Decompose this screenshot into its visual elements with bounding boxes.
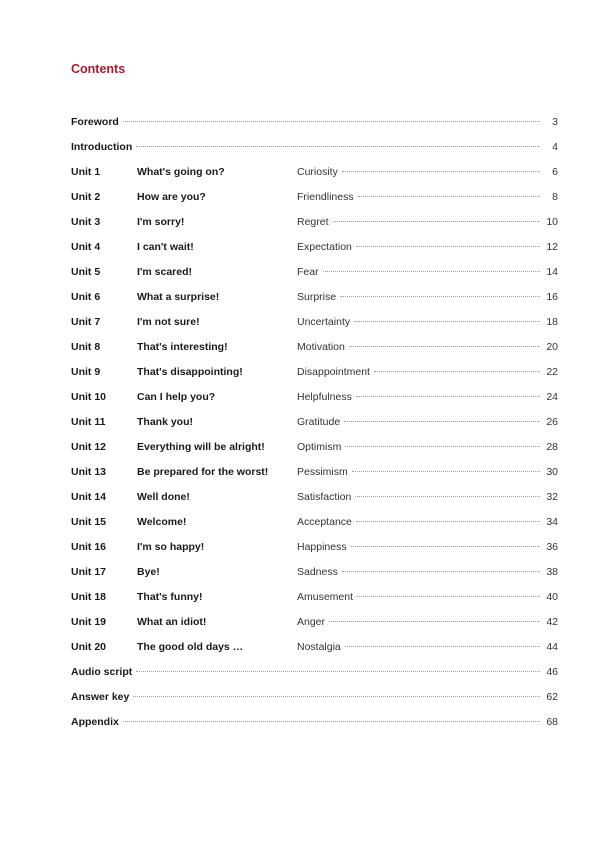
unit-topic: Friendliness [297, 191, 354, 203]
unit-topic: Happiness [297, 541, 347, 553]
unit-number: Unit 19 [71, 616, 107, 628]
unit-topic: Amusement [297, 591, 354, 603]
dotted-leader [123, 721, 540, 722]
unit-topic: Gratitude [297, 416, 341, 428]
table-of-contents [71, 110, 558, 735]
toc-entry-unit-2[interactable] [71, 185, 558, 210]
toc-entry-unit-7[interactable] [71, 310, 558, 335]
page-number: 68 [546, 716, 558, 728]
unit-number: Unit 11 [71, 416, 106, 428]
page-number: 14 [546, 266, 558, 278]
toc-entry-unit-17[interactable] [71, 560, 558, 585]
unit-number: Unit 12 [71, 441, 107, 453]
entry-label: Introduction [71, 141, 133, 153]
unit-number: Unit 9 [71, 366, 101, 378]
page-number: 24 [546, 391, 558, 403]
page-number: 32 [546, 491, 558, 503]
unit-title: Be prepared for the worst! [137, 466, 269, 478]
unit-title: I can't wait! [137, 241, 194, 253]
page-number: 62 [546, 691, 558, 703]
page-number: 3 [552, 116, 558, 128]
toc-entry-unit-14[interactable] [71, 485, 558, 510]
unit-number: Unit 13 [71, 466, 107, 478]
unit-title: What an idiot! [137, 616, 207, 628]
dotted-leader [333, 221, 540, 222]
unit-topic: Regret [297, 216, 329, 228]
page-number: 34 [546, 516, 558, 528]
toc-entry-unit-11[interactable] [71, 410, 558, 435]
unit-number: Unit 17 [71, 566, 107, 578]
toc-entry-unit-8[interactable] [71, 335, 558, 360]
dotted-leader [344, 421, 540, 422]
dotted-leader [354, 321, 540, 322]
page-number: 22 [546, 366, 558, 378]
entry-label: Foreword [71, 116, 119, 128]
toc-entry-introduction[interactable] [71, 135, 558, 160]
toc-entry-unit-15[interactable] [71, 510, 558, 535]
dotted-leader [356, 396, 540, 397]
contents-heading: Contents [71, 62, 126, 76]
unit-topic: Uncertainty [297, 316, 351, 328]
toc-entry-unit-19[interactable] [71, 610, 558, 635]
page-number: 28 [546, 441, 558, 453]
unit-number: Unit 3 [71, 216, 101, 228]
dotted-leader [123, 121, 540, 122]
unit-topic: Curiosity [297, 166, 338, 178]
unit-topic: Helpfulness [297, 391, 352, 403]
entry-label: Appendix [71, 716, 119, 728]
unit-title: The good old days … [137, 641, 244, 653]
unit-number: Unit 20 [71, 641, 107, 653]
dotted-leader [356, 246, 540, 247]
toc-entry-unit-12[interactable] [71, 435, 558, 460]
unit-title: Welcome! [137, 516, 187, 528]
toc-entry-answer-key[interactable] [71, 685, 558, 710]
page-number: 30 [546, 466, 558, 478]
dotted-leader [345, 446, 540, 447]
page-number: 12 [546, 241, 558, 253]
unit-title: I'm not sure! [137, 316, 200, 328]
page-number: 8 [552, 191, 558, 203]
unit-number: Unit 7 [71, 316, 101, 328]
dotted-leader [374, 371, 540, 372]
unit-title: I'm sorry! [137, 216, 185, 228]
toc-entry-unit-5[interactable] [71, 260, 558, 285]
unit-title: I'm so happy! [137, 541, 205, 553]
page-number: 16 [546, 291, 558, 303]
toc-entry-unit-3[interactable] [71, 210, 558, 235]
dotted-leader [329, 621, 540, 622]
dotted-leader [356, 521, 540, 522]
toc-entry-unit-16[interactable] [71, 535, 558, 560]
dotted-leader [342, 171, 540, 172]
unit-topic: Nostalgia [297, 641, 341, 653]
page-number: 20 [546, 341, 558, 353]
entry-label: Audio script [71, 666, 133, 678]
unit-number: Unit 8 [71, 341, 101, 353]
page-number: 18 [546, 316, 558, 328]
dotted-leader [345, 646, 540, 647]
entry-label: Answer key [71, 691, 130, 703]
unit-topic: Pessimism [297, 466, 348, 478]
unit-title: Bye! [137, 566, 160, 578]
page-number: 44 [546, 641, 558, 653]
unit-title: Thank you! [137, 416, 194, 428]
unit-title: That's funny! [137, 591, 203, 603]
toc-entry-unit-13[interactable] [71, 460, 558, 485]
unit-title: That's interesting! [137, 341, 228, 353]
dotted-leader [342, 571, 540, 572]
unit-number: Unit 14 [71, 491, 107, 503]
page-number: 10 [546, 216, 558, 228]
unit-number: Unit 1 [71, 166, 101, 178]
toc-entry-unit-9[interactable] [71, 360, 558, 385]
dotted-leader [355, 496, 540, 497]
toc-entry-unit-4[interactable] [71, 235, 558, 260]
toc-entry-foreword[interactable] [71, 110, 558, 135]
toc-entry-audio-script[interactable] [71, 660, 558, 685]
unit-title: Well done! [137, 491, 190, 503]
page-number: 4 [552, 141, 558, 153]
unit-number: Unit 6 [71, 291, 101, 303]
toc-entry-appendix[interactable] [71, 710, 558, 735]
unit-title: Everything will be alright! [137, 441, 265, 453]
unit-topic: Expectation [297, 241, 352, 253]
unit-topic: Acceptance [297, 516, 352, 528]
page-number: 26 [546, 416, 558, 428]
dotted-leader [352, 471, 540, 472]
page-number: 38 [546, 566, 558, 578]
dotted-leader [358, 196, 540, 197]
unit-title: Can I help you? [137, 391, 216, 403]
dotted-leader [136, 671, 540, 672]
unit-title: I'm scared! [137, 266, 193, 278]
unit-number: Unit 4 [71, 241, 101, 253]
unit-topic: Optimism [297, 441, 342, 453]
unit-topic: Satisfaction [297, 491, 352, 503]
page-number: 40 [546, 591, 558, 603]
page-number: 36 [546, 541, 558, 553]
unit-number: Unit 16 [71, 541, 107, 553]
toc-entry-unit-10[interactable] [71, 385, 558, 410]
toc-entry-unit-20[interactable] [71, 635, 558, 660]
unit-topic: Disappointment [297, 366, 370, 378]
dotted-leader [357, 596, 540, 597]
unit-topic: Motivation [297, 341, 345, 353]
toc-entry-unit-1[interactable] [71, 160, 558, 185]
unit-topic: Anger [297, 616, 326, 628]
page-number: 42 [546, 616, 558, 628]
unit-topic: Fear [297, 266, 319, 278]
unit-title: That's disappointing! [137, 366, 243, 378]
unit-topic: Sadness [297, 566, 338, 578]
unit-title: How are you? [137, 191, 206, 203]
unit-topic: Surprise [297, 291, 337, 303]
toc-entry-unit-18[interactable] [71, 585, 558, 610]
unit-number: Unit 18 [71, 591, 107, 603]
page-number: 6 [552, 166, 558, 178]
dotted-leader [323, 271, 540, 272]
unit-number: Unit 5 [71, 266, 101, 278]
page-number: 46 [546, 666, 558, 678]
dotted-leader [340, 296, 540, 297]
dotted-leader [136, 146, 540, 147]
toc-entry-unit-6[interactable] [71, 285, 558, 310]
dotted-leader [349, 346, 540, 347]
unit-title: What's going on? [137, 166, 225, 178]
unit-number: Unit 10 [71, 391, 107, 403]
dotted-leader [351, 546, 540, 547]
unit-title: What a surprise! [137, 291, 220, 303]
unit-number: Unit 15 [71, 516, 107, 528]
dotted-leader [133, 696, 540, 697]
unit-number: Unit 2 [71, 191, 101, 203]
